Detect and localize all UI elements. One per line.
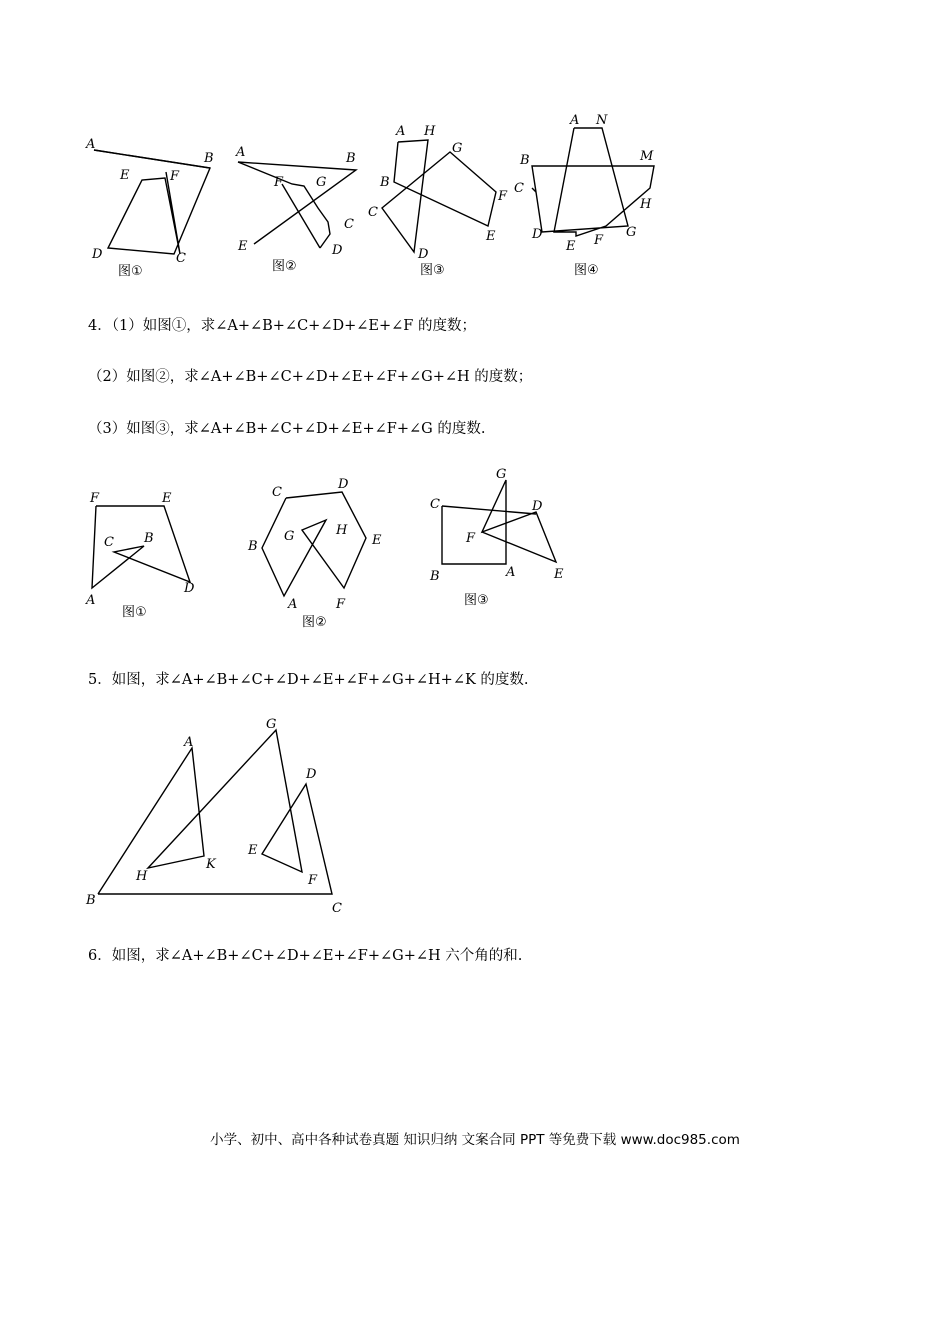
label-E: E [248,843,258,858]
label-E: E [120,168,130,183]
label-F: F [308,873,318,888]
label-D: D [338,477,349,492]
label-B: B [86,893,96,908]
label-N: N [596,113,608,128]
label-M: M [640,149,654,164]
top-figure-2 [232,140,362,280]
label-D: D [532,499,543,514]
label-C: C [104,535,114,550]
question-4-part-3: （3）如图③，求∠A+∠B+∠C+∠D+∠E+∠F+∠G 的度数. [88,421,486,437]
label-B: B [346,151,356,166]
q4-figure-3 [424,462,574,612]
label-G: G [452,141,463,156]
label-G: G [316,175,327,190]
label-E: E [554,567,564,582]
label-E: E [238,239,248,254]
label-C: C [430,497,440,512]
label-F: F [594,233,604,248]
figure-caption: 图① [122,605,147,620]
question-4-part-1: 4．（1）如图①，求∠A+∠B+∠C+∠D+∠E+∠F 的度数； [88,318,476,334]
top-figure-1 [80,130,230,280]
label-H: H [136,869,148,884]
label-K: K [206,857,216,872]
top-figure-3 [362,118,522,278]
label-F: F [274,175,284,190]
label-A: A [86,593,96,608]
label-C: C [344,217,354,232]
label-D: D [418,247,429,262]
label-C: C [176,251,186,266]
label-F: F [498,189,508,204]
label-H: H [424,124,436,139]
q4-figure-1 [80,486,220,626]
q4-figure-2 [244,474,394,634]
figure-caption: 图② [302,615,327,630]
label-G: G [284,529,295,544]
label-A: A [396,124,406,139]
label-E: E [372,533,382,548]
figure-caption: 图④ [574,263,599,278]
q5-figure [80,712,380,922]
label-C: C [368,205,378,220]
label-B: B [380,175,390,190]
label-G: G [496,467,507,482]
label-E: E [566,239,576,254]
label-D: D [92,247,103,262]
label-G: G [266,717,277,732]
label-B: B [520,153,530,168]
label-E: E [162,491,172,506]
label-A: A [86,137,96,152]
label-H: H [640,197,652,212]
figure-caption: 图③ [464,593,489,608]
label-A: A [288,597,298,612]
label-D: D [184,581,195,596]
label-F: F [466,531,476,546]
label-B: B [430,569,440,584]
label-B: B [248,539,258,554]
label-A: A [506,565,516,580]
question-4-part-2: （2）如图②，求∠A+∠B+∠C+∠D+∠E+∠F+∠G+∠H 的度数； [88,369,533,385]
label-C: C [514,181,524,196]
label-D: D [332,243,343,258]
top-figure-4 [512,108,672,278]
label-A: A [236,145,246,160]
label-F: F [90,491,100,506]
label-E: E [486,229,496,244]
label-C: C [272,485,282,500]
label-F: F [170,169,180,184]
label-A: A [184,735,194,750]
label-D: D [306,767,317,782]
label-D: D [532,227,543,242]
page-footer: 小学、初中、高中各种试卷真题 知识归纳 文案合同 PPT 等免费下载 www.doc985.com [210,1132,740,1148]
label-B: B [144,531,154,546]
figure-caption: 图③ [420,263,445,278]
label-H: H [336,523,348,538]
label-B: B [204,151,214,166]
label-F: F [336,597,346,612]
label-C: C [332,901,342,916]
question-6: 6．如图，求∠A+∠B+∠C+∠D+∠E+∠F+∠G+∠H 六个角的和. [88,948,523,964]
question-5: 5．如图，求∠A+∠B+∠C+∠D+∠E+∠F+∠G+∠H+∠K 的度数. [88,672,529,688]
figure-caption: 图① [118,264,143,279]
label-G: G [626,225,637,240]
label-A: A [570,113,580,128]
figure-caption: 图② [272,259,297,274]
